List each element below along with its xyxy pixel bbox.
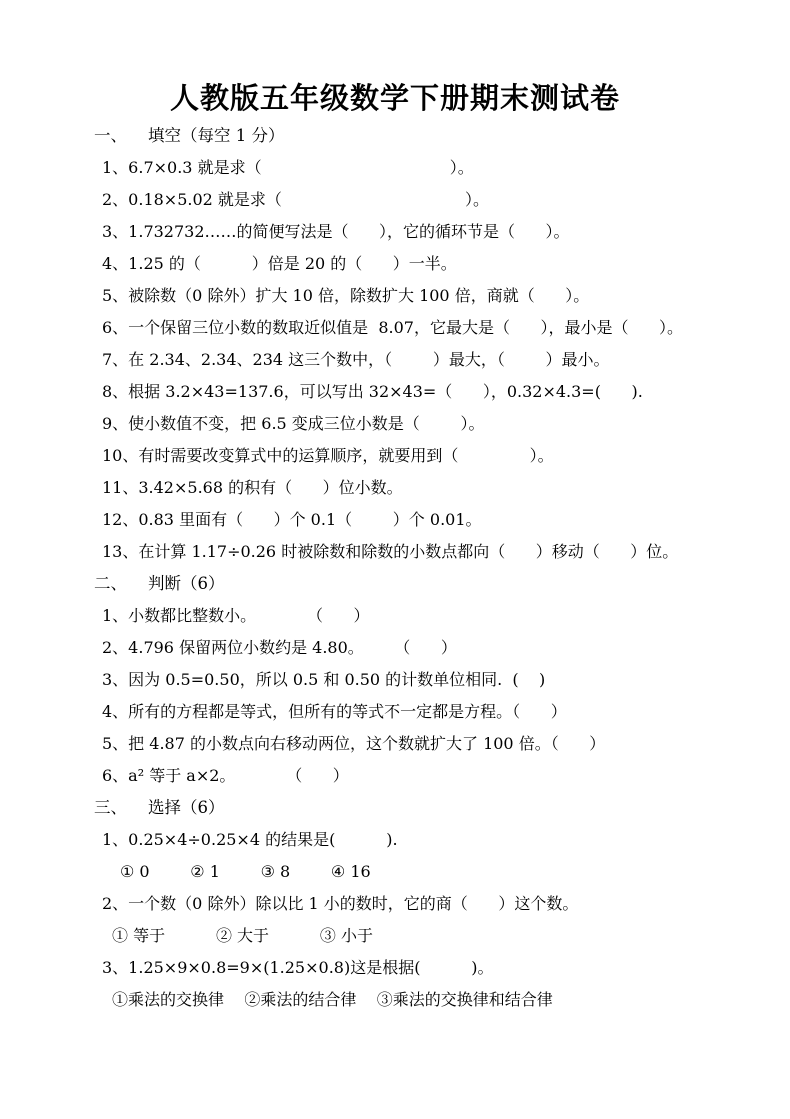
question-item: 1、小数都比整数小。 （ ） [102, 606, 370, 625]
question-item: 12、0.83 里面有（ ）个 0.1（ ）个 0.01。 [102, 510, 482, 529]
question-item: 6、一个保留三位小数的数取近似值是 8.07，它最大是（ ），最小是（ ）。 [102, 318, 684, 337]
question-item: 8、根据 3.2×43=137.6，可以写出 32×43=（ ），0.32×4.3=( ). [102, 382, 643, 401]
question-item: 1、6.7×0.3 就是求（ ）。 [102, 158, 474, 177]
question-item: 5、被除数（0 除外）扩大 10 倍，除数扩大 100 倍，商就（ ）。 [102, 286, 590, 305]
question-item: 3、因为 0.5=0.50，所以 0.5 和 0.50 的计数单位相同. ( ) [102, 670, 546, 689]
question-item: 10、有时需要改变算式中的运算顺序，就要用到（ ）。 [102, 446, 554, 465]
question-item: 2、一个数（0 除外）除以比 1 小的数时，它的商（ ）这个数。 [102, 894, 579, 913]
section-heading-true-false: 二、 判断（6） [94, 574, 225, 593]
question-item: 4、1.25 的（ ）倍是 20 的（ ）一半。 [102, 254, 457, 273]
question-item: 6、a² 等于 a×2。 （ ） [102, 766, 349, 785]
question-item: 11、3.42×5.68 的积有（ ）位小数。 [102, 478, 403, 497]
question-item: 3、1.25×9×0.8=9×(1.25×0.8)这是根据( )。 [102, 958, 494, 977]
question-item: 7、在 2.34、2.34、234 这三个数中，（ ）最大，（ ）最小。 [102, 350, 610, 369]
choice-options: ①乘法的交换律 ②乘法的结合律 ③乘法的交换律和结合律 [112, 990, 553, 1009]
question-item: 13、在计算 1.17÷0.26 时被除数和除数的小数点都向（ ）移动（ ）位。 [102, 542, 679, 561]
question-item: 4、所有的方程都是等式，但所有的等式不一定都是方程。（ ） [102, 702, 567, 721]
section-heading-fill-blank: 一、 填空（每空 1 分） [94, 126, 285, 145]
section-heading-multiple-choice: 三、 选择（6） [94, 798, 225, 817]
question-item: 1、0.25×4÷0.25×4 的结果是( ). [102, 830, 398, 849]
exam-title: 人教版五年级数学下册期末测试卷 [169, 81, 620, 115]
choice-options: ① 0 ② 1 ③ 8 ④ 16 [120, 862, 371, 881]
question-item: 5、把 4.87 的小数点向右移动两位，这个数就扩大了 100 倍。（ ） [102, 734, 606, 753]
question-item: 3、1.732732……的简便写法是（ ），它的循环节是（ ）。 [102, 222, 570, 241]
question-item: 2、0.18×5.02 就是求（ ）。 [102, 190, 490, 209]
question-item: 9、使小数值不变，把 6.5 变成三位小数是（ ）。 [102, 414, 485, 433]
choice-options: ① 等于 ② 大于 ③ 小于 [112, 926, 373, 945]
question-item: 2、4.796 保留两位小数约是 4.80。 （ ） [102, 638, 457, 657]
